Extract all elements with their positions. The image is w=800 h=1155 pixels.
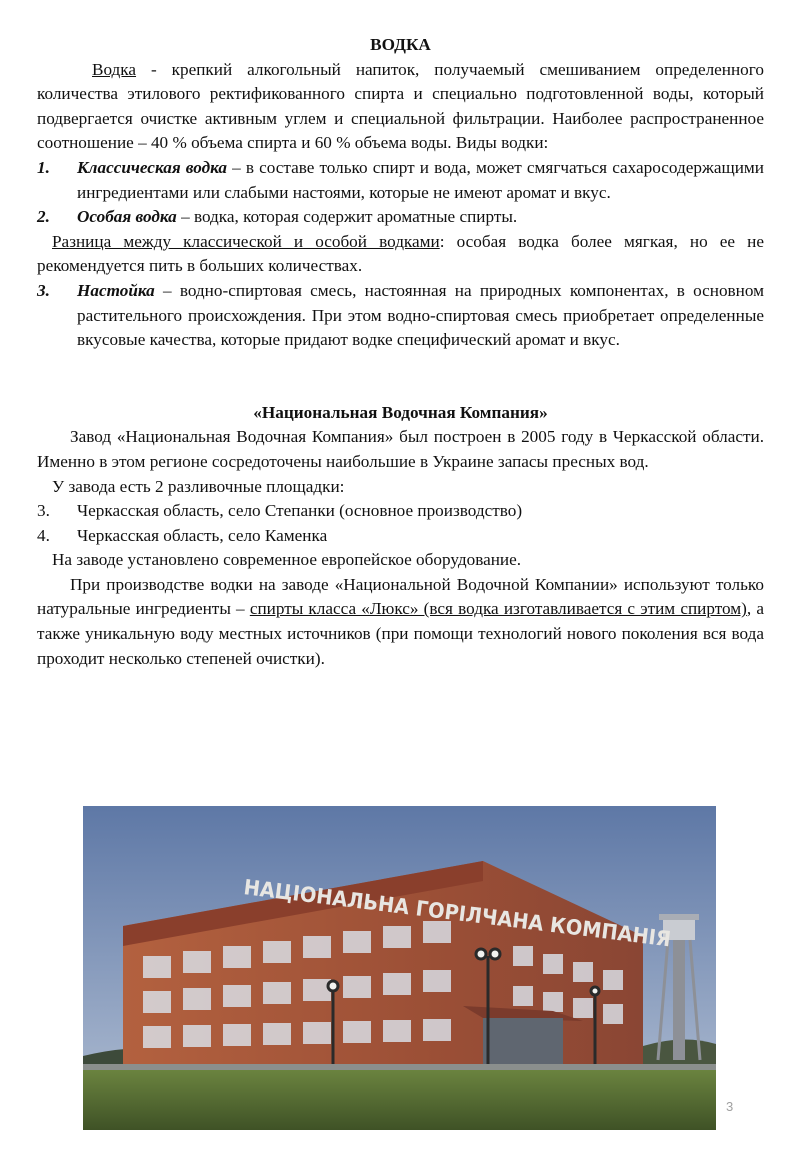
factory-photo — [83, 806, 716, 1130]
production-text-end: , а также уникальную воду местных источников (при помощи технологий нового поколения вся вода проходит несколько степеней очистки). — [37, 599, 764, 668]
page-number: 3 — [726, 1099, 734, 1114]
intro-text: - крепкий алкогольный напиток, получаемый смешиванием определенного количества этилового ректификованного спирта и специально подготовленной воды, который подвергается очистке активным углем и специальной фильтрации. Наиболее распространенное соотношение – 40 % объема спирта и 60 % объема воды. Виды водки: — [37, 59, 764, 153]
sites-intro: У завода есть 2 разливочные площадки: — [52, 476, 345, 496]
site-number: 3. — [37, 501, 50, 521]
list-text: – водно-спиртовая смесь, настоянная на природных компонентах, в основном растительного происхождения. При этом водно-спиртовая смесь приобретает определенные вкусовые качества, которые придают водке специфический аромат и вкус. — [77, 280, 764, 350]
factory-illustration — [83, 806, 716, 1130]
equipment-paragraph: На заводе установлено современное европейское оборудование. — [52, 550, 522, 570]
list-number: 2. — [37, 207, 50, 227]
list-number: 1. — [37, 157, 50, 177]
list-term: Классическая водка — [77, 157, 228, 177]
list-item — [37, 205, 764, 230]
list-item — [37, 156, 764, 205]
list-text: – водка, которая содержит ароматные спирты. — [176, 207, 518, 227]
company-paragraph: Завод «Национальная Водочная Компания» был построен в 2005 году в Черкасской области. Именно в этом регионе сосредоточены наибольшие в Украине запасы пресных вод. — [37, 427, 764, 471]
site-item — [37, 524, 764, 549]
list-item — [37, 279, 764, 353]
difference-paragraph — [37, 230, 764, 279]
vodka-term: Водка — [92, 59, 137, 79]
page-title: ВОДКА — [370, 35, 431, 54]
spirit-class-note: спирты класса «Люкс» (вся водка изготавливается с этим спиртом) — [249, 599, 747, 619]
list-term: Настойка — [77, 280, 155, 300]
list-text: – в составе только спирт и вода, может смягчаться сахаросодержащими ингредиентами или слабыми настоями, которые не имеют аромат и вкус. — [77, 157, 764, 202]
difference-label: Разница между классической и особой водками — [52, 231, 440, 251]
document-page — [37, 33, 764, 671]
intro-paragraph — [37, 58, 764, 156]
list-number: 3. — [37, 280, 50, 300]
site-number: 4. — [37, 525, 50, 545]
site-item — [37, 499, 764, 524]
difference-text: : особая водка более мягкая, но ее не рекомендуется пить в больших количествах. — [37, 231, 764, 276]
site-text: Черкасская область, село Степанки (основное производство) — [77, 501, 523, 521]
building-sign: НАЦІОНАЛЬНА ГОРІЛЧАНА КОМПАНІЯ — [242, 875, 707, 956]
site-text: Черкасская область, село Каменка — [77, 525, 328, 545]
list-term: Особая водка — [77, 207, 177, 227]
production-paragraph — [37, 573, 764, 671]
production-text-start: При производстве водки на заводе «Национальной Водочной Компании» используют только натуральные ингредиенты – — [37, 574, 764, 619]
company-heading: «Национальная Водочная Компания» — [253, 402, 548, 422]
